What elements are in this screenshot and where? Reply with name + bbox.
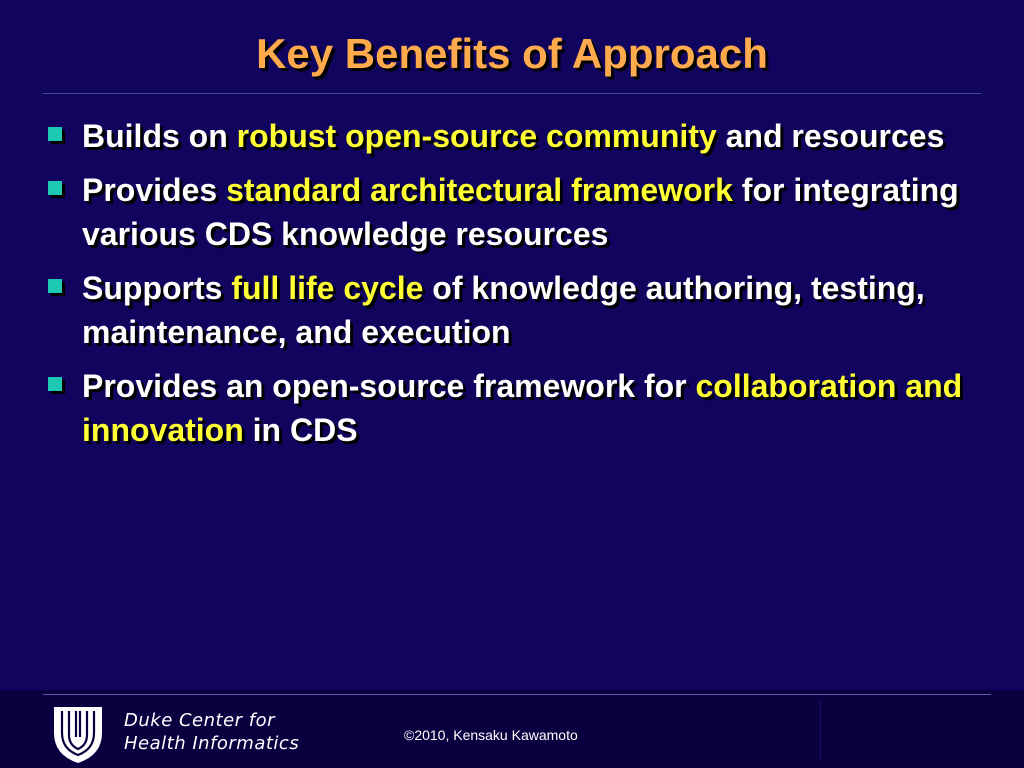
slide-title: Key Benefits of Approach bbox=[256, 30, 768, 77]
square-bullet-icon bbox=[48, 377, 62, 391]
org-name-line1: Duke Center for bbox=[124, 710, 276, 731]
square-bullet-icon bbox=[48, 181, 62, 195]
bullet-highlight: collaboration and innovation bbox=[82, 368, 963, 448]
bullet-text: Supports bbox=[82, 270, 232, 306]
bullet-list bbox=[46, 114, 996, 462]
org-name-line2: Health Informatics bbox=[124, 733, 300, 754]
footer-divider bbox=[43, 694, 991, 695]
bullet-item bbox=[46, 114, 996, 158]
bullet-text: of knowledge authoring, testing, maintenance, and execution bbox=[82, 270, 925, 350]
bullet-highlight: robust open-source community bbox=[236, 118, 717, 154]
duke-shield-icon bbox=[50, 703, 106, 765]
title-divider bbox=[43, 93, 981, 94]
bullet-text: Provides an open-source framework for bbox=[82, 368, 696, 404]
bullet-text: and resources bbox=[716, 118, 945, 154]
copyright: ©2010, Kensaku Kawamoto bbox=[404, 727, 578, 743]
bullet-highlight: full life cycle bbox=[231, 270, 424, 306]
org-name bbox=[124, 709, 299, 755]
bullet-item bbox=[46, 364, 996, 452]
bullet-item bbox=[46, 266, 996, 354]
bullet-text: Builds on bbox=[82, 118, 237, 154]
bullet-text: Provides bbox=[82, 172, 227, 208]
bullet-item bbox=[46, 168, 996, 256]
square-bullet-icon bbox=[48, 127, 62, 141]
footer-separator bbox=[820, 700, 821, 760]
bullet-text: for integrating various CDS knowledge resources bbox=[82, 172, 959, 252]
square-bullet-icon bbox=[48, 279, 62, 293]
bullet-text: in CDS bbox=[243, 412, 358, 448]
bullet-highlight: standard architectural framework bbox=[226, 172, 733, 208]
